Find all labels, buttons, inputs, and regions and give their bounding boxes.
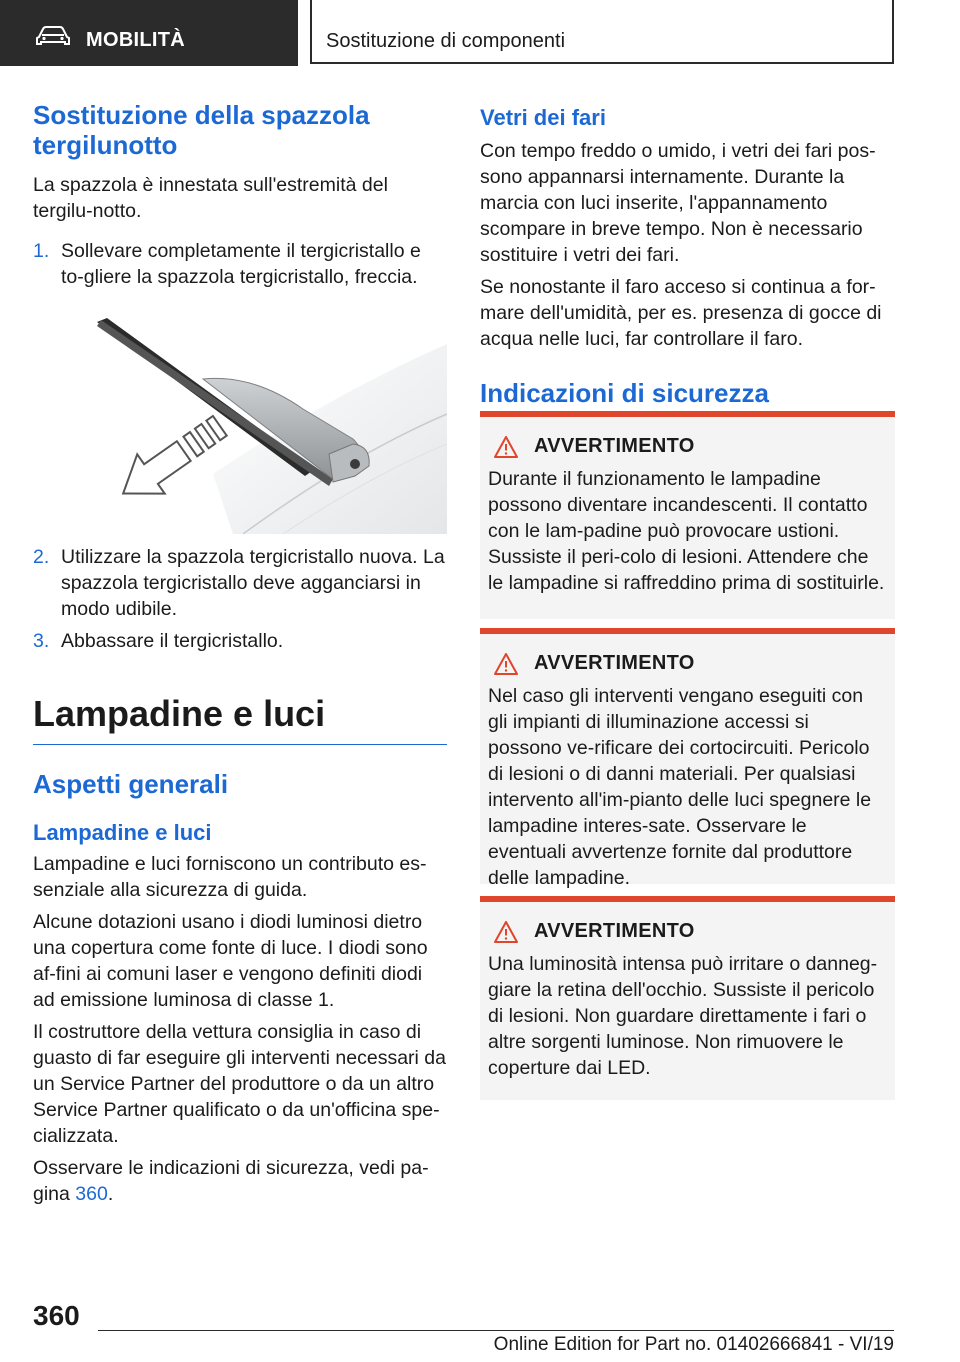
chapter-tab[interactable] [310,0,894,64]
step-number: 2. [33,546,50,568]
section-tab[interactable] [0,0,298,66]
page-number: 360 [33,1300,80,1331]
sub-title: Lampadine e luci [33,820,212,845]
car-icon [36,26,70,46]
step-2 [33,544,447,622]
chapter-label: Sostituzione di componenti [326,30,566,52]
step-number: 1. [33,240,50,262]
glass-paragraph: Se nonostante il faro acceso si continua a for-mare dell'umidità, per es. presenza di gocce di acqua nelle luci, far controllare il faro. [480,276,882,350]
warning-label: AVVERTIMENTO [534,435,695,457]
footer-divider [98,1330,894,1331]
glass-paragraph: Con tempo freddo o umido, i vetri dei fari pos-sono appannarsi internamente. Durante la marcia con luci inserite, l'appannamento scompare in breve tempo. Non è necessario sostituire i vetri dei fari. [480,140,876,266]
warning-text: Nel caso gli interventi vengano eseguiti con gli impianti di illuminazione accessi si possono ve-rificare dei cortocircuiti. Pericolo di lesioni o di danni materiali. Per qualsiasi intervento all'im-pianto delle luci spegnere le lampadine interes-sate. Osservare le eventuali avvertenze fornite dal produttore delle lampadine. [488,685,872,889]
warning-label: AVVERTIMENTO [534,652,695,674]
warning-box [480,411,895,619]
warning-label: AVVERTIMENTO [534,920,695,942]
step-text: Sollevare completamente il tergicristallo e to-gliere la spazzola tergicristallo, freccia. [61,240,421,288]
warning-text: Durante il funzionamento le lampadine possono diventare incandescenti. Il contatto con le lam-padine può provocare ustioni. Sussiste il peri-colo di lesioni. Attendere che le lampadine si raffreddino prima di sostituirle. [488,468,885,594]
wiper-intro: La spazzola è innestata sull'estremità del tergilu-notto. [33,174,388,222]
paragraph: Alcune dotazioni usano i diodi luminosi dietro una copertura come fonte di luce. I diodi sono af-fini ai comuni laser e vengono definiti diodi ad emissione luminosa di classe 1. [33,911,428,1011]
step-3 [33,628,447,654]
edition-note: Online Edition for Part no. 01402666841 - VI/19 [493,1334,894,1355]
warning-box [480,896,895,1100]
warning-icon [494,436,518,458]
glass-title: Vetri dei fari [480,105,606,130]
step-1 [33,238,447,290]
reference-end: . [107,1183,114,1205]
step-number: 3. [33,630,50,652]
safety-title: Indicazioni di sicurezza [480,378,769,408]
wiper-illustration [33,304,447,534]
warning-icon [494,921,518,943]
left-column [33,100,447,1207]
warning-icon [494,653,518,675]
step-text: Utilizzare la spazzola tergicristallo nuova. La spazzola tergicristallo deve agganciarsi in modo udibile. [61,546,445,620]
paragraph: Il costruttore della vettura consiglia in caso di guasto di far eseguire gli interventi necessari da un Service Partner del produttore o da un altro Service Partner qualificato o da un'officina spe-cializzata. [33,1021,446,1147]
chapter-title: Lampadine e luci [33,694,447,745]
paragraph: Lampadine e luci forniscono un contributo es-senziale alla sicurezza di guida. [33,853,427,901]
wiper-title: Sostituzione della spazzola tergilunotto [33,100,370,160]
reference-text: Osservare le indicazioni di sicurezza, vedi pa-gina [33,1157,429,1205]
reference [33,1155,447,1207]
warning-box [480,628,895,889]
step-text: Abbassare il tergicristallo. [61,630,284,652]
right-column [480,100,896,408]
general-title: Aspetti generali [33,769,229,799]
page-link[interactable]: 360 [75,1183,108,1205]
warning-text: Una luminosità intensa può irritare o danneg-giare la retina dell'occhio. Sussiste il pericolo di lesioni. Non guardare direttamente i fari o altre sorgenti luminose. Non rimuovere le coperture dai LED. [488,953,878,1079]
section-label: MOBILITÀ [86,29,186,51]
